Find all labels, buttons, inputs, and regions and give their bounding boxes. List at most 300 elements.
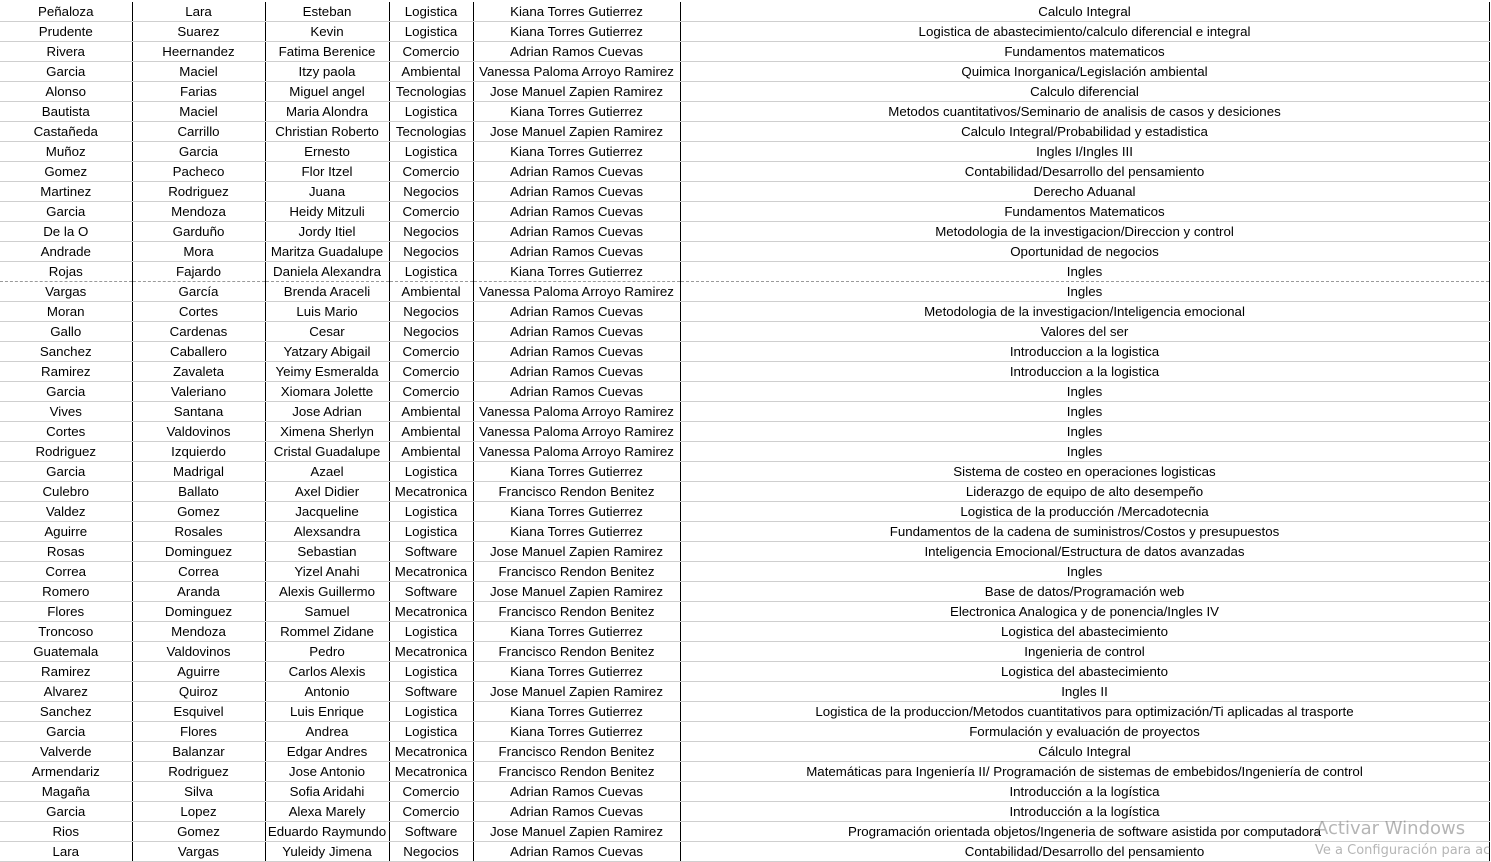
first-name-cell[interactable]: Alexa Marely (265, 802, 389, 822)
subject-cell[interactable]: Ingenieria de control (680, 642, 1489, 662)
first-name-cell[interactable]: Juana (265, 182, 389, 202)
last-name-cell[interactable]: Vargas (0, 282, 132, 302)
first-name-cell[interactable]: Itzy paola (265, 62, 389, 82)
last-name-cell[interactable]: Alvarez (0, 682, 132, 702)
second-last-name-cell[interactable]: Silva (132, 782, 265, 802)
first-name-cell[interactable]: Axel Didier (265, 482, 389, 502)
advisor-cell[interactable]: Francisco Rendon Benitez (473, 762, 680, 782)
subject-cell[interactable]: Logistica del abastecimiento (680, 622, 1489, 642)
first-name-cell[interactable]: Ernesto (265, 142, 389, 162)
subject-cell[interactable]: Calculo Integral/Probabilidad y estadistica (680, 122, 1489, 142)
second-last-name-cell[interactable]: Santana (132, 402, 265, 422)
last-name-cell[interactable]: Guatemala (0, 642, 132, 662)
advisor-cell[interactable]: Vanessa Paloma Arroyo Ramirez (473, 282, 680, 302)
advisor-cell[interactable]: Francisco Rendon Benitez (473, 482, 680, 502)
subject-cell[interactable]: Logistica de la produccion/Metodos cuantitativos para optimización/Ti aplicadas al trasporte (680, 702, 1489, 722)
program-cell[interactable]: Comercio (389, 162, 473, 182)
program-cell[interactable]: Comercio (389, 382, 473, 402)
program-cell[interactable]: Logistica (389, 662, 473, 682)
first-name-cell[interactable]: Christian Roberto (265, 122, 389, 142)
table-row (0, 362, 1489, 382)
program-cell[interactable]: Comercio (389, 202, 473, 222)
first-name-cell[interactable]: Antonio (265, 682, 389, 702)
table-row (0, 542, 1489, 562)
program-cell[interactable]: Negocios (389, 182, 473, 202)
last-name-cell[interactable]: Romero (0, 582, 132, 602)
last-name-cell[interactable]: Rosas (0, 542, 132, 562)
subject-cell[interactable]: Ingles (680, 562, 1489, 582)
first-name-cell[interactable]: Xiomara Jolette (265, 382, 389, 402)
subject-cell[interactable]: Formulación y evaluación de proyectos (680, 722, 1489, 742)
subject-cell[interactable]: Introducción a la logística (680, 782, 1489, 802)
table-row (0, 582, 1489, 602)
advisor-cell[interactable]: Adrian Ramos Cuevas (473, 162, 680, 182)
advisor-cell[interactable]: Kiana Torres Gutierrez (473, 502, 680, 522)
advisor-cell[interactable]: Jose Manuel Zapien Ramirez (473, 122, 680, 142)
last-name-cell[interactable]: Armendariz (0, 762, 132, 782)
advisor-cell[interactable]: Kiana Torres Gutierrez (473, 722, 680, 742)
second-last-name-cell[interactable]: Valeriano (132, 382, 265, 402)
subject-cell[interactable]: Inteligencia Emocional/Estructura de datos avanzadas (680, 542, 1489, 562)
first-name-cell[interactable]: Daniela Alexandra (265, 262, 389, 282)
last-name-cell[interactable]: Troncoso (0, 622, 132, 642)
first-name-cell[interactable]: Jordy Itiel (265, 222, 389, 242)
table-row (0, 562, 1489, 582)
program-cell[interactable]: Logistica (389, 702, 473, 722)
first-name-cell[interactable]: Rommel Zidane (265, 622, 389, 642)
advisor-cell[interactable]: Kiana Torres Gutierrez (473, 262, 680, 282)
second-last-name-cell[interactable]: García (132, 282, 265, 302)
table-row (0, 682, 1489, 702)
second-last-name-cell[interactable]: Flores (132, 722, 265, 742)
second-last-name-cell[interactable]: Rodriguez (132, 182, 265, 202)
advisor-cell[interactable]: Francisco Rendon Benitez (473, 562, 680, 582)
program-cell[interactable]: Software (389, 682, 473, 702)
advisor-cell[interactable]: Adrian Ramos Cuevas (473, 222, 680, 242)
last-name-cell[interactable]: Sanchez (0, 342, 132, 362)
advisor-cell[interactable]: Kiana Torres Gutierrez (473, 622, 680, 642)
activation-watermark-subtitle: Ve a Configuración para ac (1315, 843, 1491, 858)
advisor-cell[interactable]: Jose Manuel Zapien Ramirez (473, 82, 680, 102)
advisor-cell[interactable]: Francisco Rendon Benitez (473, 742, 680, 762)
second-last-name-cell[interactable]: Quiroz (132, 682, 265, 702)
last-name-cell[interactable]: Rios (0, 822, 132, 842)
subject-cell[interactable]: Ingles (680, 262, 1489, 282)
last-name-cell[interactable]: Flores (0, 602, 132, 622)
advisor-cell[interactable]: Adrian Ramos Cuevas (473, 362, 680, 382)
first-name-cell[interactable]: Alexsandra (265, 522, 389, 542)
subject-cell[interactable]: Liderazgo de equipo de alto desempeño (680, 482, 1489, 502)
table-row (0, 762, 1489, 782)
advisor-cell[interactable]: Kiana Torres Gutierrez (473, 22, 680, 42)
second-last-name-cell[interactable]: Valdovinos (132, 642, 265, 662)
last-name-cell[interactable]: Garcia (0, 462, 132, 482)
program-cell[interactable]: Mecatronica (389, 602, 473, 622)
first-name-cell[interactable]: Carlos Alexis (265, 662, 389, 682)
subject-cell[interactable]: Cálculo Integral (680, 742, 1489, 762)
program-cell[interactable]: Mecatronica (389, 642, 473, 662)
advisor-cell[interactable]: Kiana Torres Gutierrez (473, 662, 680, 682)
table-row (0, 742, 1489, 762)
subject-cell[interactable]: Ingles (680, 282, 1489, 302)
second-last-name-cell[interactable]: Maciel (132, 102, 265, 122)
last-name-cell[interactable]: Garcia (0, 722, 132, 742)
subject-cell[interactable]: Introducción a la logística (680, 802, 1489, 822)
program-cell[interactable]: Logistica (389, 262, 473, 282)
subject-cell[interactable]: Contabilidad/Desarrollo del pensamiento (680, 162, 1489, 182)
first-name-cell[interactable]: Cesar (265, 322, 389, 342)
advisor-cell[interactable]: Jose Manuel Zapien Ramirez (473, 542, 680, 562)
program-cell[interactable]: Ambiental (389, 62, 473, 82)
subject-cell[interactable]: Valores del ser (680, 322, 1489, 342)
advisor-cell[interactable]: Adrian Ramos Cuevas (473, 202, 680, 222)
last-name-cell[interactable]: Ramirez (0, 362, 132, 382)
second-last-name-cell[interactable]: Aranda (132, 582, 265, 602)
last-name-cell[interactable]: Lara (0, 842, 132, 862)
table-row (0, 22, 1489, 42)
second-last-name-cell[interactable]: Dominguez (132, 602, 265, 622)
subject-cell[interactable]: Introduccion a la logistica (680, 342, 1489, 362)
last-name-cell[interactable]: Bautista (0, 102, 132, 122)
advisor-cell[interactable]: Jose Manuel Zapien Ramirez (473, 822, 680, 842)
table-row (0, 342, 1489, 362)
program-cell[interactable]: Software (389, 822, 473, 842)
subject-cell[interactable]: Metodos cuantitativos/Seminario de analisis de casos y desiciones (680, 102, 1489, 122)
table-row (0, 502, 1489, 522)
last-name-cell[interactable]: Rojas (0, 262, 132, 282)
subject-cell[interactable]: Fundamentos de la cadena de suministros/Costos y presupuestos (680, 522, 1489, 542)
first-name-cell[interactable]: Kevin (265, 22, 389, 42)
advisor-cell[interactable]: Francisco Rendon Benitez (473, 602, 680, 622)
second-last-name-cell[interactable]: Caballero (132, 342, 265, 362)
table-row (0, 602, 1489, 622)
subject-cell[interactable]: Ingles (680, 382, 1489, 402)
program-cell[interactable]: Negocios (389, 322, 473, 342)
subject-cell[interactable]: Fundamentos Matematicos (680, 202, 1489, 222)
second-last-name-cell[interactable]: Mendoza (132, 202, 265, 222)
last-name-cell[interactable]: Castañeda (0, 122, 132, 142)
last-name-cell[interactable]: Ramirez (0, 662, 132, 682)
table-row (0, 322, 1489, 342)
subject-cell[interactable]: Programación orientada objetos/Ingeneria de software asistida por computadora (680, 822, 1489, 842)
subject-cell[interactable]: Ingles (680, 442, 1489, 462)
first-name-cell[interactable]: Ximena Sherlyn (265, 422, 389, 442)
table-row (0, 142, 1489, 162)
advisor-cell[interactable]: Kiana Torres Gutierrez (473, 102, 680, 122)
last-name-cell[interactable]: Muñoz (0, 142, 132, 162)
program-cell[interactable]: Comercio (389, 42, 473, 62)
second-last-name-cell[interactable]: Garduño (132, 222, 265, 242)
advisor-cell[interactable]: Adrian Ramos Cuevas (473, 182, 680, 202)
subject-cell[interactable]: Ingles (680, 402, 1489, 422)
first-name-cell[interactable]: Yuleidy Jimena (265, 842, 389, 862)
advisor-cell[interactable]: Kiana Torres Gutierrez (473, 702, 680, 722)
program-cell[interactable]: Tecnologias (389, 82, 473, 102)
subject-cell[interactable]: Derecho Aduanal (680, 182, 1489, 202)
first-name-cell[interactable]: Pedro (265, 642, 389, 662)
subject-cell[interactable]: Ingles II (680, 682, 1489, 702)
table-row (0, 242, 1489, 262)
last-name-cell[interactable]: Magaña (0, 782, 132, 802)
last-name-cell[interactable]: Peñaloza (0, 2, 132, 22)
spreadsheet-body (0, 2, 1489, 862)
first-name-cell[interactable]: Fatima Berenice (265, 42, 389, 62)
subject-cell[interactable]: Fundamentos matematicos (680, 42, 1489, 62)
second-last-name-cell[interactable]: Balanzar (132, 742, 265, 762)
subject-cell[interactable]: Contabilidad/Desarrollo del pensamiento (680, 842, 1489, 862)
subject-cell[interactable]: Quimica Inorganica/Legislación ambiental (680, 62, 1489, 82)
advisor-cell[interactable]: Adrian Ramos Cuevas (473, 342, 680, 362)
subject-cell[interactable]: Logistica de abastecimiento/calculo diferencial e integral (680, 22, 1489, 42)
last-name-cell[interactable]: Andrade (0, 242, 132, 262)
second-last-name-cell[interactable]: Suarez (132, 22, 265, 42)
program-cell[interactable]: Mecatronica (389, 562, 473, 582)
advisor-cell[interactable]: Adrian Ramos Cuevas (473, 842, 680, 862)
program-cell[interactable]: Logistica (389, 462, 473, 482)
first-name-cell[interactable]: Heidy Mitzuli (265, 202, 389, 222)
last-name-cell[interactable]: Sanchez (0, 702, 132, 722)
table-row (0, 302, 1489, 322)
second-last-name-cell[interactable]: Rosales (132, 522, 265, 542)
second-last-name-cell[interactable]: Esquivel (132, 702, 265, 722)
advisor-cell[interactable]: Jose Manuel Zapien Ramirez (473, 682, 680, 702)
table-row (0, 782, 1489, 802)
program-cell[interactable]: Ambiental (389, 282, 473, 302)
second-last-name-cell[interactable]: Lara (132, 2, 265, 22)
last-name-cell[interactable]: Cortes (0, 422, 132, 442)
last-name-cell[interactable]: Valverde (0, 742, 132, 762)
first-name-cell[interactable]: Cristal Guadalupe (265, 442, 389, 462)
subject-cell[interactable]: Introduccion a la logistica (680, 362, 1489, 382)
program-cell[interactable]: Software (389, 542, 473, 562)
second-last-name-cell[interactable]: Dominguez (132, 542, 265, 562)
activation-watermark-title: Activar Windows (1316, 818, 1466, 839)
advisor-cell[interactable]: Kiana Torres Gutierrez (473, 522, 680, 542)
program-cell[interactable]: Logistica (389, 2, 473, 22)
advisor-cell[interactable]: Adrian Ramos Cuevas (473, 382, 680, 402)
program-cell[interactable]: Logistica (389, 142, 473, 162)
second-last-name-cell[interactable]: Madrigal (132, 462, 265, 482)
program-cell[interactable]: Comercio (389, 802, 473, 822)
table-row (0, 222, 1489, 242)
subject-cell[interactable]: Metodologia de la investigacion/Direccion y control (680, 222, 1489, 242)
last-name-cell[interactable]: Rodriguez (0, 442, 132, 462)
second-last-name-cell[interactable]: Gomez (132, 502, 265, 522)
table-row (0, 622, 1489, 642)
table-row (0, 182, 1489, 202)
advisor-cell[interactable]: Vanessa Paloma Arroyo Ramirez (473, 422, 680, 442)
last-name-cell[interactable]: Alonso (0, 82, 132, 102)
second-last-name-cell[interactable]: Rodriguez (132, 762, 265, 782)
table-row (0, 642, 1489, 662)
table-row (0, 842, 1489, 862)
first-name-cell[interactable]: Andrea (265, 722, 389, 742)
last-name-cell[interactable]: Aguirre (0, 522, 132, 542)
subject-cell[interactable]: Logistica de la producción /Mercadotecnia (680, 502, 1489, 522)
first-name-cell[interactable]: Maria Alondra (265, 102, 389, 122)
last-name-cell[interactable]: Moran (0, 302, 132, 322)
table-row (0, 102, 1489, 122)
first-name-cell[interactable]: Azael (265, 462, 389, 482)
first-name-cell[interactable]: Eduardo Raymundo (265, 822, 389, 842)
second-last-name-cell[interactable]: Correa (132, 562, 265, 582)
second-last-name-cell[interactable]: Gomez (132, 822, 265, 842)
program-cell[interactable]: Ambiental (389, 422, 473, 442)
subject-cell[interactable]: Matemáticas para Ingeniería II/ Programación de sistemas de embebidos/Ingeniería de control (680, 762, 1489, 782)
advisor-cell[interactable]: Vanessa Paloma Arroyo Ramirez (473, 402, 680, 422)
second-last-name-cell[interactable]: Valdovinos (132, 422, 265, 442)
first-name-cell[interactable]: Yatzary Abigail (265, 342, 389, 362)
program-cell[interactable]: Ambiental (389, 402, 473, 422)
first-name-cell[interactable]: Esteban (265, 2, 389, 22)
advisor-cell[interactable]: Vanessa Paloma Arroyo Ramirez (473, 62, 680, 82)
second-last-name-cell[interactable]: Zavaleta (132, 362, 265, 382)
last-name-cell[interactable]: Gallo (0, 322, 132, 342)
table-row (0, 662, 1489, 682)
program-cell[interactable]: Mecatronica (389, 742, 473, 762)
advisor-cell[interactable]: Adrian Ramos Cuevas (473, 242, 680, 262)
last-name-cell[interactable]: De la O (0, 222, 132, 242)
program-cell[interactable]: Logistica (389, 22, 473, 42)
second-last-name-cell[interactable]: Garcia (132, 142, 265, 162)
program-cell[interactable]: Comercio (389, 362, 473, 382)
second-last-name-cell[interactable]: Cortes (132, 302, 265, 322)
first-name-cell[interactable]: Flor Itzel (265, 162, 389, 182)
last-name-cell[interactable]: Vives (0, 402, 132, 422)
advisor-cell[interactable]: Adrian Ramos Cuevas (473, 42, 680, 62)
advisor-cell[interactable]: Adrian Ramos Cuevas (473, 782, 680, 802)
second-last-name-cell[interactable]: Pacheco (132, 162, 265, 182)
first-name-cell[interactable]: Maritza Guadalupe (265, 242, 389, 262)
program-cell[interactable]: Logistica (389, 502, 473, 522)
program-cell[interactable]: Ambiental (389, 442, 473, 462)
second-last-name-cell[interactable]: Heernandez (132, 42, 265, 62)
program-cell[interactable]: Software (389, 582, 473, 602)
first-name-cell[interactable]: Miguel angel (265, 82, 389, 102)
last-name-cell[interactable]: Gomez (0, 162, 132, 182)
first-name-cell[interactable]: Sebastian (265, 542, 389, 562)
first-name-cell[interactable]: Brenda Araceli (265, 282, 389, 302)
second-last-name-cell[interactable]: Cardenas (132, 322, 265, 342)
program-cell[interactable]: Negocios (389, 242, 473, 262)
subject-cell[interactable]: Calculo Integral (680, 2, 1489, 22)
last-name-cell[interactable]: Garcia (0, 802, 132, 822)
advisor-cell[interactable]: Kiana Torres Gutierrez (473, 2, 680, 22)
table-row (0, 2, 1489, 22)
table-row (0, 62, 1489, 82)
program-cell[interactable]: Logistica (389, 722, 473, 742)
table-row (0, 442, 1489, 462)
table-row (0, 282, 1489, 302)
last-name-cell[interactable]: Correa (0, 562, 132, 582)
table-row (0, 522, 1489, 542)
subject-cell[interactable]: Electronica Analogica y de ponencia/Ingles IV (680, 602, 1489, 622)
program-cell[interactable]: Negocios (389, 222, 473, 242)
first-name-cell[interactable]: Jose Adrian (265, 402, 389, 422)
last-name-cell[interactable]: Martinez (0, 182, 132, 202)
program-cell[interactable]: Logistica (389, 102, 473, 122)
first-name-cell[interactable]: Yizel Anahi (265, 562, 389, 582)
table-row (0, 262, 1489, 282)
last-name-cell[interactable]: Garcia (0, 382, 132, 402)
advisor-cell[interactable]: Francisco Rendon Benitez (473, 642, 680, 662)
second-last-name-cell[interactable]: Izquierdo (132, 442, 265, 462)
last-name-cell[interactable]: Culebro (0, 482, 132, 502)
second-last-name-cell[interactable]: Farias (132, 82, 265, 102)
first-name-cell[interactable]: Samuel (265, 602, 389, 622)
last-name-cell[interactable]: Garcia (0, 62, 132, 82)
second-last-name-cell[interactable]: Mendoza (132, 622, 265, 642)
second-last-name-cell[interactable]: Maciel (132, 62, 265, 82)
advisor-cell[interactable]: Adrian Ramos Cuevas (473, 802, 680, 822)
subject-cell[interactable]: Ingles I/Ingles III (680, 142, 1489, 162)
program-cell[interactable]: Negocios (389, 842, 473, 862)
program-cell[interactable]: Logistica (389, 522, 473, 542)
last-name-cell[interactable]: Valdez (0, 502, 132, 522)
subject-cell[interactable]: Base de datos/Programación web (680, 582, 1489, 602)
advisor-cell[interactable]: Kiana Torres Gutierrez (473, 462, 680, 482)
subject-cell[interactable]: Ingles (680, 422, 1489, 442)
second-last-name-cell[interactable]: Fajardo (132, 262, 265, 282)
first-name-cell[interactable]: Luis Mario (265, 302, 389, 322)
second-last-name-cell[interactable]: Aguirre (132, 662, 265, 682)
second-last-name-cell[interactable]: Mora (132, 242, 265, 262)
first-name-cell[interactable]: Edgar Andres (265, 742, 389, 762)
first-name-cell[interactable]: Alexis Guillermo (265, 582, 389, 602)
subject-cell[interactable]: Logistica del abastecimiento (680, 662, 1489, 682)
last-name-cell[interactable]: Prudente (0, 22, 132, 42)
last-name-cell[interactable]: Garcia (0, 202, 132, 222)
program-cell[interactable]: Comercio (389, 342, 473, 362)
program-cell[interactable]: Mecatronica (389, 482, 473, 502)
first-name-cell[interactable]: Luis Enrique (265, 702, 389, 722)
program-cell[interactable]: Comercio (389, 782, 473, 802)
first-name-cell[interactable]: Yeimy Esmeralda (265, 362, 389, 382)
advisor-cell[interactable]: Kiana Torres Gutierrez (473, 142, 680, 162)
program-cell[interactable]: Mecatronica (389, 762, 473, 782)
program-cell[interactable]: Negocios (389, 302, 473, 322)
second-last-name-cell[interactable]: Ballato (132, 482, 265, 502)
first-name-cell[interactable]: Jose Antonio (265, 762, 389, 782)
table-row (0, 122, 1489, 142)
first-name-cell[interactable]: Sofia Aridahi (265, 782, 389, 802)
last-name-cell[interactable]: Rivera (0, 42, 132, 62)
subject-cell[interactable]: Sistema de costeo en operaciones logisticas (680, 462, 1489, 482)
table-row (0, 82, 1489, 102)
advisor-cell[interactable]: Jose Manuel Zapien Ramirez (473, 582, 680, 602)
second-last-name-cell[interactable]: Carrillo (132, 122, 265, 142)
second-last-name-cell[interactable]: Vargas (132, 842, 265, 862)
subject-cell[interactable]: Oportunidad de negocios (680, 242, 1489, 262)
table-row (0, 42, 1489, 62)
advisor-cell[interactable]: Adrian Ramos Cuevas (473, 302, 680, 322)
table-row (0, 822, 1489, 842)
second-last-name-cell[interactable]: Lopez (132, 802, 265, 822)
advisor-cell[interactable]: Vanessa Paloma Arroyo Ramirez (473, 442, 680, 462)
table-row (0, 162, 1489, 182)
subject-cell[interactable]: Metodologia de la investigacion/Inteligencia emocional (680, 302, 1489, 322)
table-row (0, 702, 1489, 722)
program-cell[interactable]: Tecnologias (389, 122, 473, 142)
table-row (0, 462, 1489, 482)
spreadsheet-grid (0, 2, 1490, 862)
subject-cell[interactable]: Calculo diferencial (680, 82, 1489, 102)
program-cell[interactable]: Logistica (389, 622, 473, 642)
table-row (0, 802, 1489, 822)
advisor-cell[interactable]: Adrian Ramos Cuevas (473, 322, 680, 342)
table-row (0, 722, 1489, 742)
first-name-cell[interactable]: Jacqueline (265, 502, 389, 522)
